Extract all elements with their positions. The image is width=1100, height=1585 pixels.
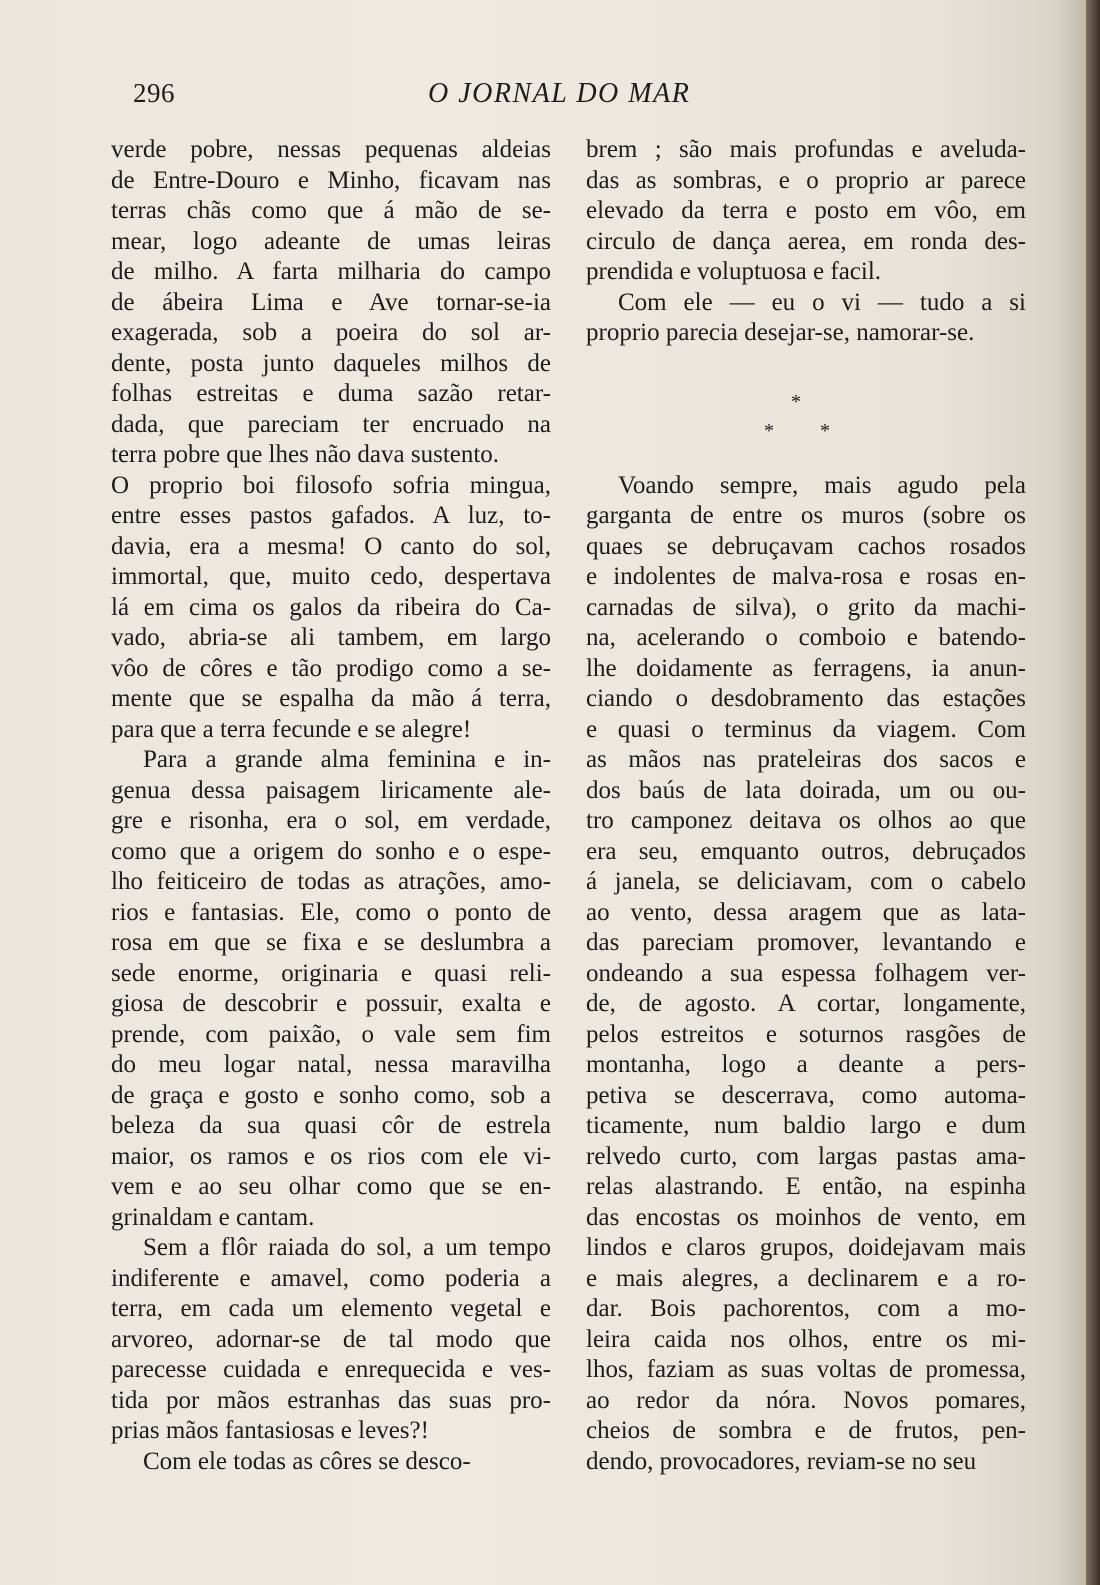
text-line: Com ele — eu o vi — tudo a si	[618, 288, 1026, 316]
text-line: indiferente e amavel, como poderia a	[111, 1264, 551, 1292]
text-line: na, acelerando o comboio e batendo-	[586, 624, 1026, 651]
text-line: folhas estreitas e duma sazão retar-	[111, 380, 551, 407]
text-line: das as sombras, e o proprio ar parece	[586, 166, 1026, 194]
right-text-column	[586, 135, 1026, 1477]
text-line: gre e risonha, era o sol, em verdade,	[111, 807, 551, 834]
text-line: Sem a flôr raiada do sol, a um tempo	[143, 1234, 551, 1261]
section-gap	[586, 440, 1026, 471]
text-line: das pareciam promover, levantando e	[586, 929, 1026, 956]
text-line: das encostas os moinhos de vento, em	[586, 1203, 1026, 1231]
text-line: petiva se descerrava, como automa-	[586, 1081, 1026, 1109]
page-header	[128, 78, 1028, 114]
text-line: as mãos nas prateleiras dos sacos e	[586, 746, 1026, 773]
text-line: de, de agosto. A cortar, longamente,	[586, 990, 1026, 1017]
text-line: davia, era a mesma! O canto do sol,	[111, 532, 551, 560]
text-line: lho feiticeiro de todas as atrações, amo-	[111, 868, 551, 895]
text-line: giosa de descobrir e possuir, exalta e	[111, 990, 551, 1017]
text-line: leira caida nos olhos, entre os mi-	[586, 1325, 1026, 1353]
text-line: ao redor da nóra. Novos pomares,	[586, 1386, 1026, 1414]
text-line: Para a grande alma feminina e in-	[143, 746, 551, 773]
left-text-column	[111, 135, 551, 1477]
text-line: Voando sempre, mais agudo pela	[618, 471, 1026, 499]
text-line: de ábeira Lima e Ave tornar-se-ia	[111, 288, 551, 316]
text-line: de Entre-Douro e Minho, ficavam nas	[111, 166, 551, 194]
text-line: vado, abria-se ali tambem, em largo	[111, 624, 551, 651]
right-column-bottom-block	[586, 471, 1026, 1478]
right-column-top-block	[586, 135, 1026, 349]
text-line: arvoreo, adornar-se de tal modo que	[111, 1325, 551, 1353]
asterism-star: *	[791, 391, 801, 413]
text-line: lá em cima os galos da ribeira do Ca-	[111, 593, 551, 621]
text-line: circulo de dança aerea, em ronda des-	[586, 227, 1026, 255]
text-line: rios e fantasias. Ele, como o ponto de	[111, 898, 551, 926]
text-line: terra pobre que lhes não dava sustento.	[111, 441, 500, 468]
text-line: prende, com paixão, o vale sem fim	[111, 1020, 551, 1048]
book-spine-shadow	[1086, 0, 1100, 1585]
asterism-separator	[586, 379, 1026, 440]
text-line: entre esses pastos gafados. A luz, to-	[111, 502, 551, 529]
text-line: cheios de sombra e de frutos, pen-	[586, 1417, 1026, 1444]
text-line: e mais alegres, a declinarem e a ro-	[586, 1264, 1026, 1292]
section-gap	[586, 349, 1026, 380]
text-line: beleza da sua quasi côr de estrela	[111, 1112, 551, 1139]
text-line: dendo, provocadores, reviam-se no seu	[586, 1447, 977, 1475]
text-line: e quasi o terminus da viagem. Com	[586, 715, 1026, 743]
text-line: dada, que pareciam ter encruado na	[111, 410, 551, 438]
text-line: immortal, que, muito cedo, despertava	[111, 563, 551, 590]
running-title: O JORNAL DO MAR	[428, 78, 691, 109]
text-line: do meu logar natal, nessa maravilha	[111, 1051, 551, 1078]
text-line: pelos estreitos e soturnos rasgões de	[586, 1020, 1026, 1048]
text-line: Com ele todas as côres se desco-	[143, 1447, 471, 1475]
text-line: O proprio boi filosofo sofria mingua,	[111, 471, 551, 499]
text-line: era seu, emquanto outros, debruçados	[586, 837, 1026, 865]
text-line: rosa em que se fixa e se deslumbra a	[111, 929, 551, 956]
text-line: brem ; são mais profundas e aveluda-	[586, 136, 1026, 163]
text-line: sede enorme, originaria e quasi reli-	[111, 959, 551, 987]
text-line: prias mãos fantasiosas e leves?!	[111, 1417, 429, 1444]
text-line: lindos e claros grupos, doidejavam mais	[586, 1234, 1026, 1261]
text-line: relvedo curto, com largas pastas ama-	[586, 1142, 1026, 1170]
text-line: dente, posta junto daqueles milhos de	[111, 349, 551, 377]
text-line: proprio parecia desejar-se, namorar-se.	[586, 319, 975, 346]
text-line: garganta de entre os muros (sobre os	[586, 502, 1026, 529]
text-line: ao vento, dessa aragem que as lata-	[586, 898, 1026, 926]
text-line: relas alastrando. E então, na espinha	[586, 1173, 1026, 1200]
text-line: parecesse cuidada e enrequecida e ves-	[111, 1356, 551, 1383]
text-line: lhe doidamente as ferragens, ia anun-	[586, 654, 1026, 682]
text-line: tro camponez deitava os olhos ao que	[586, 807, 1026, 834]
text-line: de milho. A farta milharia do campo	[111, 258, 551, 285]
page-number: 296	[133, 78, 175, 108]
text-line: e indolentes de malva-rosa e rosas en-	[586, 563, 1026, 590]
text-line: para que a terra fecunde e se alegre!	[111, 715, 472, 743]
text-line: quaes se debruçavam cachos rosados	[586, 532, 1026, 560]
text-line: grinaldam e cantam.	[111, 1203, 315, 1231]
text-line: á janela, se deliciavam, com o cabelo	[586, 868, 1026, 895]
text-line: verde pobre, nessas pequenas aldeias	[111, 136, 551, 163]
text-line: lhos, faziam as suas voltas de promessa,	[586, 1356, 1026, 1383]
text-line: genua dessa paisagem liricamente ale-	[111, 776, 551, 804]
text-line: terra, em cada um elemento vegetal e	[111, 1295, 551, 1322]
asterism-star: *	[764, 420, 774, 442]
text-line: como que a origem do sonho e o espe-	[111, 837, 551, 865]
text-line: elevado da terra e posto em vôo, em	[586, 197, 1026, 224]
text-line: ondeando a sua espessa folhagem ver-	[586, 959, 1026, 987]
text-line: dos baús de lata doirada, um ou ou-	[586, 776, 1026, 804]
text-line: tida por mãos estranhas das suas pro-	[111, 1386, 551, 1414]
text-line: montanha, logo a deante a pers-	[586, 1051, 1026, 1078]
text-line: mente que se espalha da mão á terra,	[111, 685, 551, 712]
text-line: maior, os ramos e os rios com ele vi-	[111, 1142, 551, 1170]
text-line: terras chãs como que á mão de se-	[111, 197, 551, 224]
text-line: vem e ao seu olhar como que se en-	[111, 1173, 551, 1200]
text-line: dar. Bois pachorentos, com a mo-	[586, 1295, 1026, 1322]
asterism-star: *	[820, 420, 830, 442]
text-line: ciando o desdobramento das estações	[586, 685, 1026, 712]
text-line: carnadas de silva), o grito da machi-	[586, 593, 1026, 621]
text-line: mear, logo adeante de umas leiras	[111, 227, 551, 255]
text-line: vôo de côres e tão prodigo como a se-	[111, 654, 551, 682]
text-line: prendida e voluptuosa e facil.	[586, 258, 882, 285]
text-line: de graça e gosto e sonho como, sob a	[111, 1081, 551, 1109]
text-line: ticamente, num baldio largo e dum	[586, 1112, 1026, 1139]
text-line: exagerada, sob a poeira do sol ar-	[111, 319, 551, 346]
